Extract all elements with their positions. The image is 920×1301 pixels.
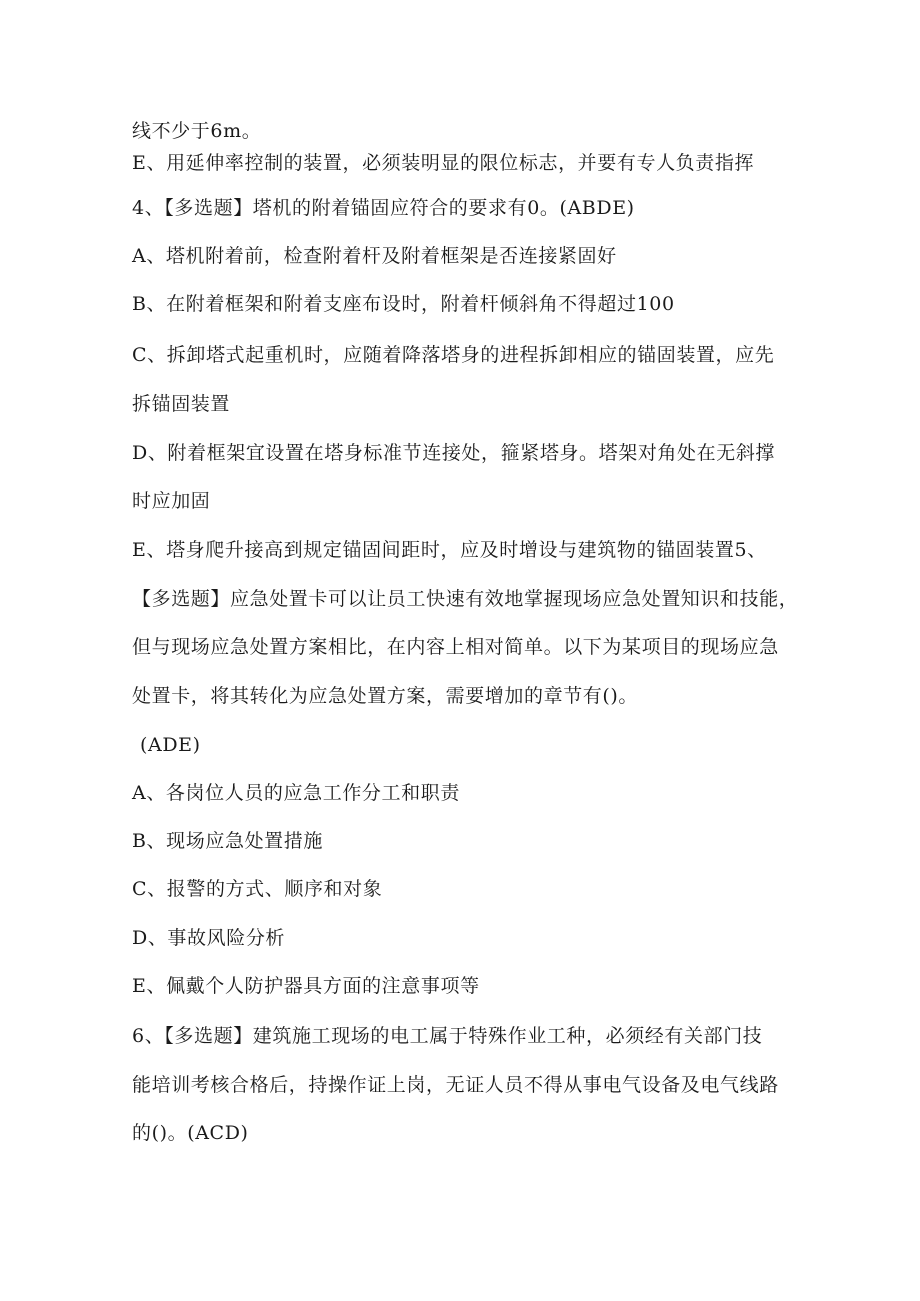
option-c: C、报警的方式、顺序和对象 (132, 878, 383, 900)
question-5-stem-continued: 处置卡，将其转化为应急处置方案，需要增加的章节有()。 (132, 685, 639, 707)
option-b: B、现场应急处置措施 (132, 830, 323, 852)
question-5-stem-continued: 但与现场应急处置方案相比，在内容上相对简单。以下为某项目的现场应急 (132, 636, 779, 658)
option-d: D、附着框架宜设置在塔身标准节连接处，箍紧塔身。塔架对角处在无斜撑 (132, 442, 776, 464)
option-e: E、佩戴个人防护器具方面的注意事项等 (132, 975, 480, 997)
question-5-answer: (ADE) (140, 734, 201, 756)
question-6-stem-continued: 能培训考核合格后，持操作证上岗，无证人员不得从事电气设备及电气线路 (132, 1074, 779, 1096)
question-6-stem: 6、【多选题】建筑施工现场的电工属于特殊作业工种，必须经有关部门技 (132, 1025, 763, 1047)
option-c: C、拆卸塔式起重机时，应随着降落塔身的进程拆卸相应的锚固装置，应先 (132, 344, 775, 366)
option-e: E、塔身爬升接高到规定锚固间距时，应及时增设与建筑物的锚固装置5、 (132, 539, 767, 561)
question-4-stem: 4、【多选题】塔机的附着锚固应符合的要求有0。(ABDE) (132, 197, 635, 219)
option-a: A、塔机附着前，检查附着杆及附着框架是否连接紧固好 (132, 245, 617, 267)
option-d: D、事故风险分析 (132, 927, 286, 949)
question-5-stem: 【多选题】应急处置卡可以让员工快速有效地掌握现场应急处置知识和技能， (132, 588, 799, 610)
option-c-continued: 拆锚固装置 (132, 393, 231, 415)
option-d-continued: 时应加固 (132, 490, 211, 512)
option-a: A、各岗位人员的应急工作分工和职责 (132, 782, 460, 804)
text-line: E、用延伸率控制的装置，必须装明显的限位标志，并要有专人负责指挥 (132, 152, 755, 174)
option-b: B、在附着框架和附着支座布设时，附着杆倾斜角不得超过100 (132, 293, 675, 315)
question-6-answer: 的()。(ACD) (132, 1122, 249, 1144)
text-line: 线不少于6m。 (132, 120, 262, 142)
